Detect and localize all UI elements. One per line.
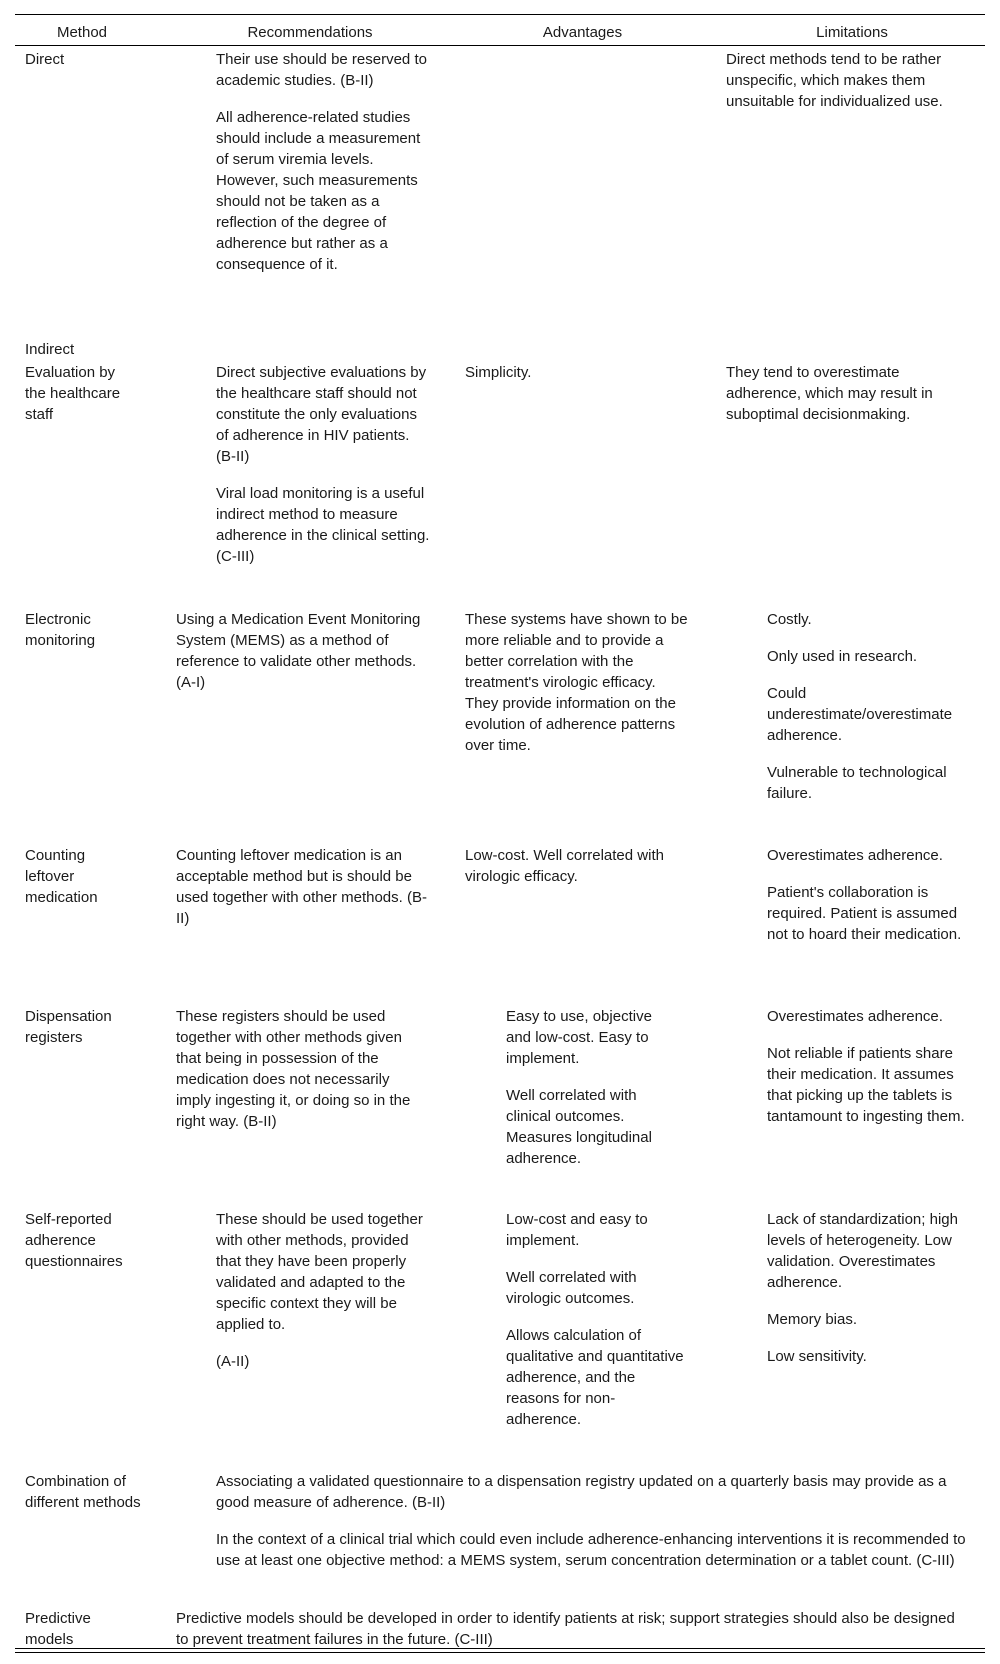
combination-recommendations	[216, 1471, 966, 1571]
dispensation-lim-2: Not reliable if patients share their medication. It assumes that picking up the tablets is tantamount to ingesting them.	[767, 1045, 965, 1125]
evaluation-rec-1: Direct subjective evaluations by the healthcare staff should not constitute the only evaluations of adherence in HIV patients. (B-II)	[216, 364, 427, 465]
self-lim-1: Lack of standardization; high levels of heterogeneity. Low validation. Overestimates adherence.	[767, 1211, 958, 1291]
dispensation-limitations	[767, 1006, 972, 1127]
direct-rec-1: Their use should be reserved to academic studies. (B-II)	[216, 51, 427, 89]
counting-adv-1: Low-cost. Well correlated with virologic efficacy.	[465, 847, 664, 885]
electronic-recommendations	[176, 609, 421, 693]
direct-rec-2: All adherence-related studies should include a measurement of serum viremia levels. However, such measurements should not be taken as a reflection of the degree of adherence but rather as a consequence of it.	[216, 109, 421, 273]
self-lim-3: Low sensitivity.	[767, 1348, 867, 1365]
table-bottom-rule-2	[15, 1652, 985, 1653]
evaluation-advantages	[465, 362, 695, 383]
electronic-advantages	[465, 609, 690, 756]
indirect-group-label: Indirect	[25, 341, 75, 358]
dispensation-adv-2: Well correlated with clinical outcomes. Measures longitudinal adherence.	[506, 1087, 652, 1167]
combination-rec-2: In the context of a clinical trial which could even include adherence-enhancing interventions it is recommended to use at least one objective method: a MEMS system, serum concentration determination or a tablet count. (C-III)	[216, 1531, 966, 1569]
counting-limitations	[767, 845, 972, 945]
evaluation-rec-2: Viral load monitoring is a useful indirect method to measure adherence in the clinical setting. (C-III)	[216, 485, 430, 565]
electronic-lim-4: Vulnerable to technological failure.	[767, 764, 947, 802]
dispensation-rec-1: These registers should be used together with other methods given that being in possession of the medication does not necessarily imply ingesting it, or doing so in the right way. (B-II)	[176, 1008, 411, 1130]
direct-method: Direct	[25, 51, 65, 68]
self-adv-3: Allows calculation of qualitative and quantitative adherence, and the reasons for non-adherence.	[506, 1327, 684, 1428]
electronic-limitations	[767, 609, 977, 804]
header-limitations: Limitations	[816, 24, 888, 41]
direct-limitations	[726, 49, 956, 112]
self-method: Self-reported adherence questionnaires	[25, 1211, 123, 1270]
dispensation-lim-1: Overestimates adherence.	[767, 1008, 943, 1025]
self-lim-2: Memory bias.	[767, 1311, 858, 1328]
self-limitations	[767, 1209, 967, 1367]
counting-rec-1: Counting leftover medication is an acceptable method but is should be used together with other methods. (B-II)	[176, 847, 427, 927]
electronic-lim-2: Only used in research.	[767, 648, 918, 665]
electronic-lim-3: Could underestimate/overestimate adherence.	[767, 685, 953, 744]
dispensation-advantages	[506, 1006, 681, 1169]
combination-method: Combination of different methods	[25, 1473, 141, 1511]
evaluation-recommendations	[216, 362, 431, 567]
counting-recommendations	[176, 845, 431, 929]
counting-lim-2: Patient's collaboration is required. Patient is assumed not to hoard their medication.	[767, 884, 962, 943]
counting-lim-1: Overestimates adherence.	[767, 847, 943, 864]
electronic-lim-1: Costly.	[767, 611, 812, 628]
evaluation-method: Evaluation by the healthcare staff	[25, 364, 121, 423]
predictive-method: Predictive models	[25, 1610, 91, 1648]
combination-rec-1: Associating a validated questionnaire to a dispensation registry updated on a quarterly basis may provide as a good measure of adherence. (B-II)	[216, 1473, 947, 1511]
table-top-rule	[15, 14, 985, 15]
dispensation-method: Dispensation registers	[25, 1008, 112, 1046]
counting-method: Counting leftover medication	[25, 847, 98, 906]
counting-advantages	[465, 845, 690, 887]
evaluation-adv-1: Simplicity.	[465, 364, 532, 381]
electronic-adv-1: These systems have shown to be more reliable and to provide a better correlation with the treatment's virologic efficacy. They provide information on the evolution of adherence patterns over time.	[465, 611, 688, 754]
header-recommendations: Recommendations	[247, 24, 373, 41]
header-advantages: Advantages	[542, 24, 623, 41]
self-rec-2: (A-II)	[216, 1353, 250, 1370]
self-adv-2: Well correlated with virologic outcomes.	[506, 1269, 637, 1307]
table-bottom-rule-1	[15, 1648, 985, 1649]
direct-recommendations	[216, 49, 431, 275]
self-rec-1: These should be used together with other methods, provided that they have been properly validated and adapted to the specific context they will be applied to.	[216, 1211, 423, 1333]
self-advantages	[506, 1209, 684, 1430]
direct-lim-1: Direct methods tend to be rather unspecific, which makes them unsuitable for individualized use.	[726, 51, 943, 110]
electronic-rec-1: Using a Medication Event Monitoring System (MEMS) as a method of reference to validate other methods. (A-I)	[176, 611, 421, 691]
self-recommendations	[216, 1209, 431, 1372]
evaluation-lim-1: They tend to overestimate adherence, which may result in suboptimal decisionmaking.	[726, 364, 933, 423]
self-adv-1: Low-cost and easy to implement.	[506, 1211, 648, 1249]
electronic-method: Electronic monitoring	[25, 611, 96, 649]
header-bottom-rule	[15, 45, 985, 46]
dispensation-adv-1: Easy to use, objective and low-cost. Easy to implement.	[506, 1008, 652, 1067]
dispensation-recommendations	[176, 1006, 426, 1132]
predictive-recommendations	[176, 1608, 966, 1650]
evaluation-limitations	[726, 362, 946, 425]
header-method: Method	[56, 24, 108, 41]
predictive-rec-1: Predictive models should be developed in order to identify patients at risk; support strategies should also be designed to prevent treatment failures in the future. (C-III)	[176, 1610, 955, 1648]
